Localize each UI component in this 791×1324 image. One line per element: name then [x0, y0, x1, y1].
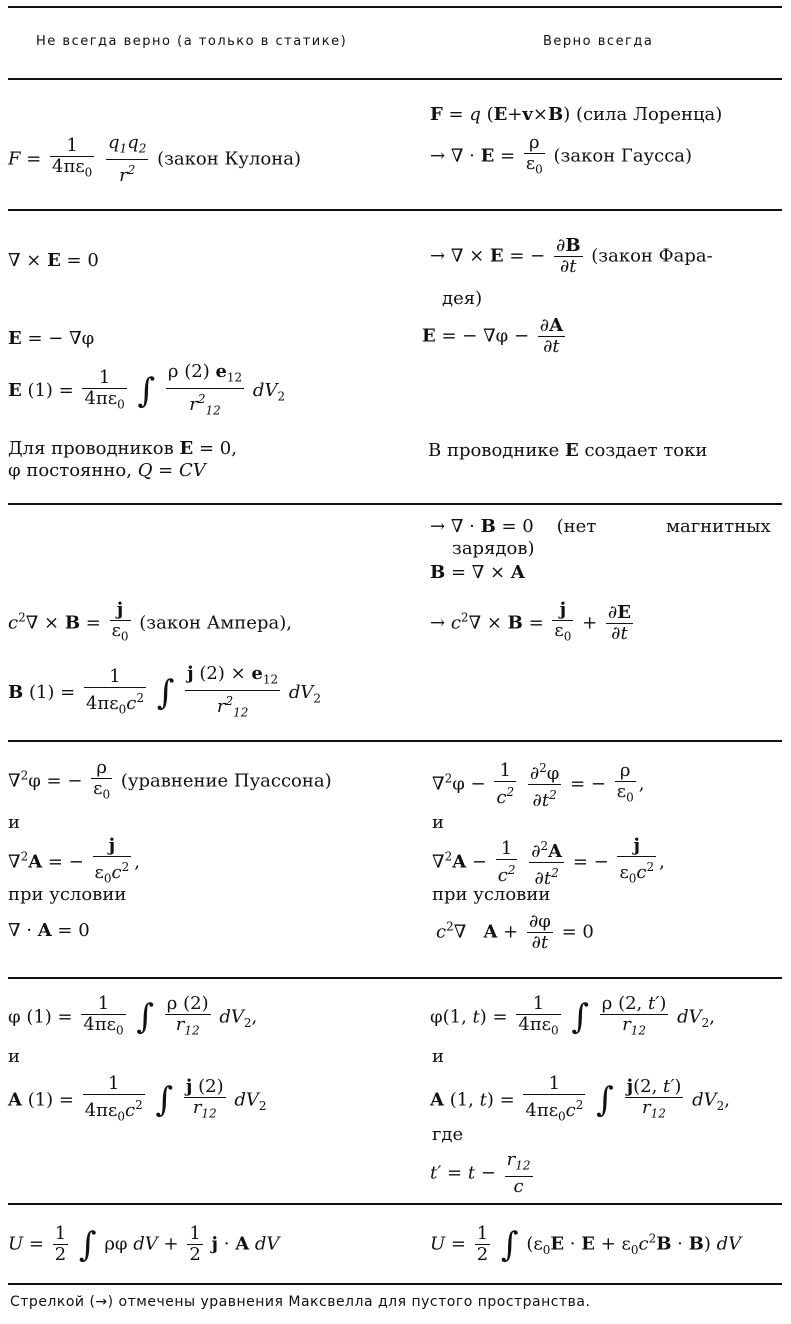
ampere-maxwell-formula: → $c^2\nabla \times B$ = $\frac{j}{\varepsilon_0}$ + $\frac{\partial E}{\partial t}$	[430, 599, 631, 644]
row-rule-2	[8, 503, 782, 505]
and-left-2: и	[8, 1046, 20, 1067]
wave-phi-formula: ∇$^2$φ − $\frac{1}{c^2}$ $\frac{\partial^2\varphi}{\partial t^2}$ = − $\frac{\rho}{\varepsilon_0}$ ,	[432, 760, 645, 811]
retarded-time-formula: t′ = t − $\frac{r_{12}}{c}$	[430, 1149, 531, 1197]
a-retarded-formula: A (1, t) = $\frac{1}{4\pi\varepsilon_0c^2}$ ∫ $\frac{j(2, t')}{r_{12}}$ $dV_2$,	[430, 1073, 731, 1124]
gauss-law-formula: → ∇ · E = $\frac{\rho}{\varepsilon_0}$ (закон Гаусса)	[430, 132, 693, 177]
wave-a-formula: ∇$^2$A − $\frac{1}{c^2}$ $\frac{\partial^2A}{\partial t^2}$ = − $\frac{j}{\varepsilon_0c^2}$ ,	[432, 835, 665, 889]
footnote: Стрелкой (→) отмечены уравнения Максвелла для пустого пространства.	[10, 1294, 591, 1310]
row-rule-4	[8, 977, 782, 979]
top-rule	[8, 6, 782, 8]
maxwell-arrow: →	[430, 145, 446, 167]
row-rule-1	[8, 209, 782, 211]
conductor-label-2: φ постоянно,	[8, 460, 132, 481]
lorenz-gauge-formula: $c^2\nabla$ A + $\frac{\partial\varphi}{\partial t}$ = 0	[436, 911, 594, 953]
and-right-1: и	[432, 812, 444, 833]
ampere-label: (закон Ампера),	[139, 612, 292, 634]
poisson-phi-formula: ∇$^2$φ = − $\frac{\rho}{\varepsilon_0}$ (уравнение Пуассона)	[8, 757, 332, 802]
energy-static-formula: U = $\frac{1}{2}$ ∫ ρφ dV + $\frac{1}{2}$ j · A dV	[8, 1223, 280, 1265]
faraday-label-b: дея)	[442, 288, 483, 309]
e-potentials-formula: E = − ∇φ − $\frac{\partial A}{\partial t}$	[422, 315, 564, 357]
coulomb-label: (закон Кулона)	[157, 148, 302, 170]
coulomb-gauge-formula: ∇ · A = 0	[8, 920, 90, 941]
conductor-general-text: В проводнике E создает токи	[428, 440, 708, 461]
provided-right: при условии	[432, 884, 551, 905]
no-monopoles-label-c: зарядов)	[452, 538, 535, 559]
maxwell-arrow: →	[430, 245, 446, 267]
provided-left: при условии	[8, 884, 127, 905]
phi-integral-formula: φ (1) = $\frac{1}{4\pi\varepsilon_0}$ ∫ $\frac{\rho (2)}{r_{12}}$ $dV_2$,	[8, 993, 258, 1038]
e-gradient-static-formula: E = − ∇φ	[8, 328, 95, 349]
faraday-law-formula: → ∇ × E = − $\frac{\partial B}{\partial t}$ (закон Фара-	[430, 235, 713, 277]
faraday-label-a: (закон Фара-	[591, 245, 713, 267]
where-right: где	[432, 1124, 464, 1145]
maxwell-arrow: →	[430, 612, 446, 634]
curl-e-static-formula: ∇ × E = 0	[8, 250, 99, 271]
and-right-2: и	[432, 1046, 444, 1067]
e-integral-formula: E (1) = $\frac{1}{4\pi\varepsilon_0}$ ∫ $\frac{\rho (2) e_{12}}{r^2_{12}}$ $dV_2$	[8, 361, 286, 418]
lorentz-force-formula: F = q (E+v×B) (сила Лоренца)	[430, 104, 723, 125]
conductor-right-label: В проводнике	[428, 440, 560, 461]
conductor-label-1: Для проводников	[8, 438, 174, 459]
conductor-static-text: Для проводников E = 0,	[8, 438, 237, 459]
no-monopoles-label-b: магнитных	[666, 516, 771, 537]
poisson-label: (уравнение Пуассона)	[120, 770, 332, 792]
gauss-label: (закон Гаусса)	[553, 145, 693, 167]
lorentz-label: (сила Лоренца)	[575, 104, 723, 125]
conductor-right-label-2: создает токи	[584, 440, 708, 461]
header-right: Верно всегда	[543, 34, 654, 49]
no-monopoles-label-a: (нет	[556, 516, 597, 537]
and-left-1: и	[8, 812, 20, 833]
no-monopoles-formula: → ∇ · B = 0 (нет	[430, 516, 597, 537]
header-rule	[8, 78, 782, 80]
a-integral-formula: A (1) = $\frac{1}{4\pi\varepsilon_0c^2}$ ∫ $\frac{j (2)}{r_{12}}$ $dV_2$	[8, 1073, 267, 1124]
row-rule-5	[8, 1203, 782, 1205]
b-integral-formula: B (1) = $\frac{1}{4\pi\varepsilon_0c^2}$ ∫ $\frac{j (2) \times e_{12}}{r^2_{12}}$ $dV_2$	[8, 663, 322, 720]
phi-retarded-formula: φ(1, t) = $\frac{1}{4\pi\varepsilon_0}$ ∫ $\frac{\rho (2, t')}{r_{12}}$ $dV_2$,	[430, 993, 715, 1038]
row-rule-3	[8, 740, 782, 742]
coulomb-law-formula: F = $\frac{1}{4\pi\varepsilon_0}$ $\frac{q_1q_2}{r^2}$ (закон Кулона)	[8, 132, 302, 186]
b-curl-a-formula: B = ∇ × A	[430, 562, 525, 583]
ampere-static-formula: $c^2\nabla \times B$ = $\frac{j}{\varepsilon_0}$ (закон Ампера),	[8, 599, 292, 644]
maxwell-arrow: →	[430, 516, 446, 537]
bottom-rule	[8, 1283, 782, 1285]
conductor-static-text-2: φ постоянно, Q = CV	[8, 460, 206, 481]
energy-general-formula: U = $\frac{1}{2}$ ∫ $(\varepsilon_0E \cdot E + \varepsilon_0c^2B \cdot B)$ dV	[430, 1223, 742, 1265]
poisson-a-formula: ∇$^2$A = − $\frac{j}{\varepsilon_0c^2}$ ,	[8, 835, 140, 886]
header-left: Не всегда верно (а только в статике)	[36, 34, 348, 49]
